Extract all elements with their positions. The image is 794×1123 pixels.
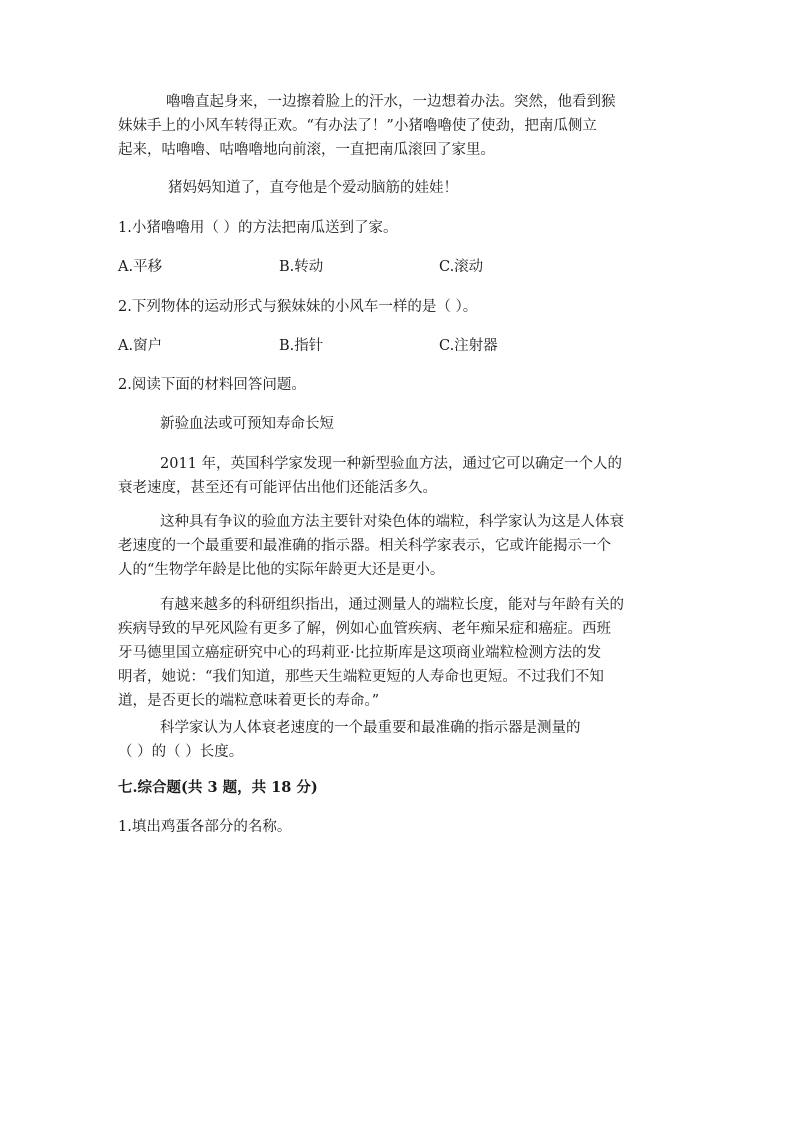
text-line: 2011 年，英国科学家发现一种新型验血方法，通过它可以确定一个人的 [160, 456, 623, 472]
reading-title: 新验血法或可预知寿命长短 [160, 416, 334, 432]
question-1-stem: 1.小猪嚕嚕用（ ）的方法把南瓜送到了家。 [118, 220, 398, 236]
text-line: 猪妈妈知道了，直夸他是个爱动脑筋的娃娃！ [168, 180, 458, 196]
section-7-heading: 七.综合题(共 3 题，共 18 分) [118, 779, 318, 796]
text-line: 科学家认为人体衰老速度的一个最重要和最准确的指示器是测量的 [160, 720, 581, 736]
text-line: 道，是否更长的端粒意味着更长的寿命。” [118, 693, 380, 709]
option-c: C.注射器 [439, 338, 498, 354]
text-line: 有越来越多的科研组织指出，通过测量人的端粒长度，能对与年龄有关的 [160, 597, 624, 613]
option-a: A.窗户 [118, 338, 163, 354]
question-1-options [118, 255, 678, 279]
text-line: 妹妹手上的小风车转得正欢。“有办法了！”小猪嚕嚕使了使劲，把南瓜侧立 [118, 118, 597, 134]
option-a: A.平移 [118, 259, 163, 275]
question-2-stem: 2.下列物体的运动形式与猴妹妹的小风车一样的是（ ）。 [118, 299, 478, 315]
option-c: C.滚动 [439, 259, 484, 275]
section-7-question-1: 1.填出鸡蛋各部分的名称。 [118, 819, 292, 835]
reading-paragraph-1 [118, 452, 678, 500]
question-2-options [118, 334, 678, 358]
reading-paragraph-3 [118, 593, 678, 713]
text-line: 嚕嚕直起身来，一边擦着脸上的汗水，一边想着办法。突然，他看到猴 [166, 94, 616, 110]
text-line: 明者，她说：“我们知道，那些天生端粒更短的人寿命也更短。不过我们不知 [118, 669, 604, 685]
text-line: 起来，咕嚕嚕、咕嚕嚕地向前滚，一直把南瓜滚回了家里。 [118, 142, 495, 158]
option-b: B.指针 [279, 338, 324, 354]
text-line: （ ）的（ ）长度。 [118, 744, 244, 760]
reading-intro: 2.阅读下面的材料回答问题。 [118, 377, 306, 393]
reading-paragraph-2 [118, 510, 678, 582]
reading-question [118, 716, 678, 764]
text-line: 这种具有争议的验血方法主要针对染色体的端粒，科学家认为这是人体衰 [160, 514, 624, 530]
option-b: B.转动 [279, 259, 324, 275]
text-line: 衰老速度，甚至还有可能评估出他们还能活多久。 [118, 480, 437, 496]
text-line: 老速度的一个最重要和最准确的指示器。相关科学家表示，它或许能揭示一个 [118, 538, 611, 554]
text-line: 疾病导致的早死风险有更多了解，例如心血管疾病、老年痴呆症和癌症。西班 [118, 621, 611, 637]
text-line: 牙马德里国立癌症研究中心的玛莉亚·比拉斯库是这项商业端粒检测方法的发 [118, 645, 602, 661]
passage-paragraph-2 [118, 176, 678, 200]
passage-paragraph-1 [118, 90, 678, 162]
text-line: 人的“生物学年龄是比他的实际年龄更大还是更小。 [118, 562, 445, 578]
